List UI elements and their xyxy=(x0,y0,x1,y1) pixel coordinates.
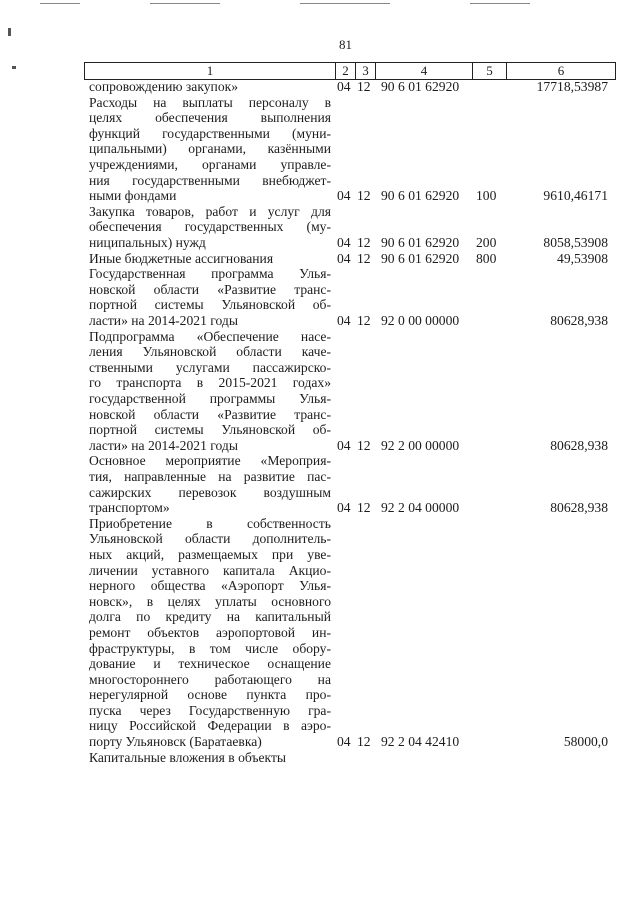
amount: 49,53908 xyxy=(557,250,608,266)
table-row xyxy=(0,95,640,204)
description-line: Основное мероприятие «Мероприя- xyxy=(89,453,331,469)
section-code: 04 xyxy=(337,188,351,204)
description-line: ния государственными внебюджет- xyxy=(89,172,331,188)
subsection-code: 12 xyxy=(357,312,371,328)
description-line: пуска через Государственную гра- xyxy=(89,702,331,718)
scan-dash xyxy=(40,3,80,4)
subsection-code: 12 xyxy=(357,734,371,750)
table-row xyxy=(0,329,640,454)
description-line: ницу Российской Федерации в аэро- xyxy=(89,718,331,734)
amount: 58000,0 xyxy=(563,734,608,750)
scan-dash xyxy=(150,3,220,4)
description-line: го транспорта в 2015-2021 годах» xyxy=(89,375,331,391)
description-line: тия, направленные на развитие пас- xyxy=(89,468,331,484)
description-line: ниципальных) нужд xyxy=(89,234,206,250)
target-article-code: 90 6 01 62920 xyxy=(381,188,460,204)
description-line: ремонт объектов аэропортовой ин- xyxy=(89,624,331,640)
header-col-5: 5 xyxy=(473,63,507,80)
table-row xyxy=(0,204,640,251)
description-line: Подпрограмма «Обеспечение насе- xyxy=(89,328,331,344)
description-line: Закупка товаров, работ и услуг для xyxy=(89,203,331,219)
amount: 80628,938 xyxy=(550,312,608,328)
description-line: функций государственными (муни- xyxy=(89,125,331,141)
description-line: государственной программы Улья- xyxy=(89,390,331,406)
section-code: 04 xyxy=(337,234,351,250)
amount: 9610,46171 xyxy=(543,188,608,204)
description-line: нерного общества «Аэропорт Улья- xyxy=(89,578,331,594)
header-col-2: 2 xyxy=(336,63,356,80)
row-description xyxy=(89,750,331,766)
target-article-code: 90 6 01 62920 xyxy=(381,79,460,94)
description-line: новской области «Развитие транс- xyxy=(89,281,331,297)
column-header-table xyxy=(84,62,616,80)
section-code: 04 xyxy=(337,500,351,516)
target-article-code: 90 6 01 62920 xyxy=(381,250,460,266)
expense-type-code: 800 xyxy=(476,250,497,266)
description-line: долга по кредиту на капитальный xyxy=(89,609,331,625)
description-line: Ульяновской области дополнитель- xyxy=(89,531,331,547)
row-description xyxy=(89,516,331,750)
description-line: нерегулярной основе пункта про- xyxy=(89,687,331,703)
description-line: Иные бюджетные ассигнования xyxy=(89,250,274,266)
table-row xyxy=(0,453,640,515)
subsection-code: 12 xyxy=(357,250,371,266)
table-row xyxy=(0,266,640,328)
section-code: 04 xyxy=(337,437,351,453)
table-row xyxy=(0,516,640,750)
row-description xyxy=(89,251,331,267)
description-line: обеспечения государственных (му- xyxy=(89,219,331,235)
scan-dash xyxy=(300,3,390,4)
description-line: ципальными) органами, казёнными xyxy=(89,141,331,157)
description-line: фраструктуры, в том числе обору- xyxy=(89,640,331,656)
subsection-code: 12 xyxy=(357,500,371,516)
row-description xyxy=(89,329,331,454)
target-article-code: 92 2 04 00000 xyxy=(381,500,460,516)
description-line: учреждениями, органами управле- xyxy=(89,156,331,172)
description-line: многостороннего работающего на xyxy=(89,671,331,687)
expense-type-code: 200 xyxy=(476,234,497,250)
description-line: сажирских перевозок воздушным xyxy=(89,484,331,500)
scan-mark xyxy=(8,28,11,36)
amount: 8058,53908 xyxy=(543,234,608,250)
header-col-4: 4 xyxy=(376,63,473,80)
scan-mark xyxy=(12,66,16,69)
description-line: личении уставного капитала Акцио- xyxy=(89,562,331,578)
section-code: 04 xyxy=(337,734,351,750)
row-description xyxy=(89,453,331,515)
description-line: Государственная программа Улья- xyxy=(89,266,331,282)
target-article-code: 92 2 00 00000 xyxy=(381,437,460,453)
description-line: ласти» на 2014-2021 годы xyxy=(89,312,238,328)
description-line: ственными услугами пассажирско- xyxy=(89,359,331,375)
header-col-3: 3 xyxy=(356,63,376,80)
description-line: Расходы на выплаты персоналу в xyxy=(89,94,331,110)
amount: 80628,938 xyxy=(550,437,608,453)
subsection-code: 12 xyxy=(357,188,371,204)
page-number: 81 xyxy=(339,37,352,52)
expense-type-code: 100 xyxy=(476,188,497,204)
description-line: целях обеспечения выполнения xyxy=(89,110,331,126)
description-line: портной системы Ульяновской об- xyxy=(89,297,331,313)
table-row xyxy=(0,251,640,267)
description-line: дование и техническое оснащение xyxy=(89,656,331,672)
scan-dash xyxy=(470,3,530,4)
header-col-6: 6 xyxy=(507,63,616,80)
description-line: ных акций, размещаемых при уве- xyxy=(89,546,331,562)
target-article-code: 90 6 01 62920 xyxy=(381,234,460,250)
description-line: Капитальные вложения в объекты xyxy=(89,749,287,765)
description-line: ласти» на 2014-2021 годы xyxy=(89,437,238,453)
section-code: 04 xyxy=(337,79,351,94)
description-line: ления Ульяновской области каче- xyxy=(89,344,331,360)
table-row xyxy=(0,79,640,95)
header-col-1: 1 xyxy=(85,63,336,80)
description-line: сопровождению закупок» xyxy=(89,79,239,94)
description-line: новской области «Развитие транс- xyxy=(89,406,331,422)
row-description xyxy=(89,95,331,204)
amount: 17718,53987 xyxy=(536,79,608,94)
description-line: транспортом» xyxy=(89,500,170,516)
amount: 80628,938 xyxy=(550,500,608,516)
row-description xyxy=(89,204,331,251)
description-line: новск», в целях уплаты основного xyxy=(89,593,331,609)
section-code: 04 xyxy=(337,250,351,266)
target-article-code: 92 0 00 00000 xyxy=(381,312,460,328)
target-article-code: 92 2 04 42410 xyxy=(381,734,460,750)
description-line: порту Ульяновск (Баратаевка) xyxy=(89,734,262,750)
row-description xyxy=(89,266,331,328)
budget-rows xyxy=(0,79,640,765)
subsection-code: 12 xyxy=(357,437,371,453)
description-line: Приобретение в собственность xyxy=(89,515,331,531)
table-row xyxy=(0,750,640,766)
description-line: ными фондами xyxy=(89,188,177,204)
description-line: портной системы Ульяновской об- xyxy=(89,422,331,438)
subsection-code: 12 xyxy=(357,79,371,94)
section-code: 04 xyxy=(337,312,351,328)
row-description xyxy=(89,79,331,95)
subsection-code: 12 xyxy=(357,234,371,250)
